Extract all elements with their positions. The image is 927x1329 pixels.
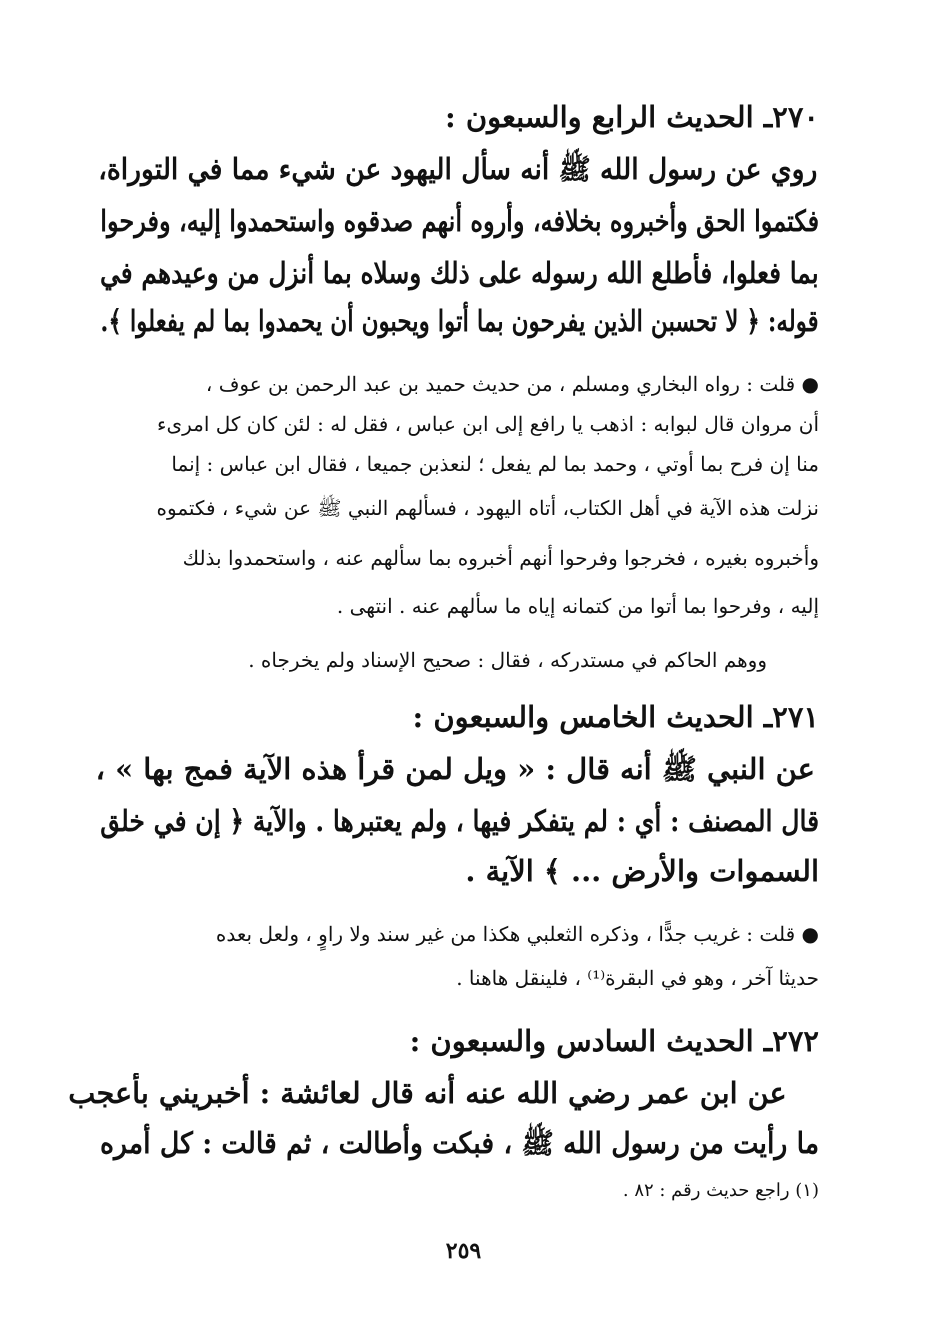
hadith-270-line-4: قوله: ﴿ لا تحسبن الذين يفرحون بما أتوا ويحبون أن يحمدوا بما لم يفعلوا ﴾. (100, 304, 819, 338)
hadith-270-comment-7: ووهم الحاكم في مستدركه ، فقال : صحيح الإسناد ولم يخرجاه . (248, 648, 767, 672)
hadith-270-line-1: روي عن رسول الله ﷺ أنه سأل اليهود عن شيء مما في التوراة، (97, 152, 817, 186)
hadith-270-comment-6: إليه ، وفرحوا بما أتوا من كتمانه إياه ما سألهم عنه . انتهى . (336, 594, 819, 618)
hadith-270-heading: ٢٧٠ـ الحديث الرابع والسبعون : (445, 100, 819, 134)
hadith-270-comment-3: منا إن فرح بما أوتي ، وحمد بما لم يفعل ؛ لنعذبن جميعا ، فقال ابن عباس : إنما (171, 452, 819, 476)
hadith-271-comment-2: حديثا آخر ، وهو في البقرة⁽¹⁾ ، فلينقل هاهنا . (456, 966, 819, 990)
hadith-271-comment-1: ● قلت : غريب جدًّا ، وذكره الثعلبي هكذا من غير سند ولا راوٍ ، ولعل بعده (215, 922, 819, 946)
hadith-270-comment-2: أن مروان قال لبوابه : اذهب يا رافع إلى ابن عباس ، فقل له : لئن كان كل امرىء (157, 412, 819, 436)
page-number: ٢٥٩ (445, 1238, 482, 1264)
hadith-271-line-2: قال المصنف : أي : لم يتفكر فيها ، ولم يعتبرها . والآية ﴿ إن في خلق (100, 804, 819, 838)
hadith-272-heading: ٢٧٢ـ الحديث السادس والسبعون : (409, 1024, 819, 1058)
hadith-270-line-3: بما فعلوا، فأطلع الله رسوله على ذلك وسلاه بما أنزل من وعيدهم في (100, 256, 819, 290)
hadith-272-line-1: عن ابن عمر رضي الله عنه أنه قال لعائشة : أخبريني بأعجب (68, 1076, 787, 1110)
hadith-272-line-2: ما رأيت من رسول الله ﷺ ، فبكت وأطالت ، ثم قالت : كل أمره (99, 1126, 819, 1160)
hadith-271-line-3: السموات والأرض ... ﴾ الآية . (465, 854, 819, 888)
hadith-271-heading: ٢٧١ـ الحديث الخامس والسبعون : (412, 700, 819, 734)
hadith-270-line-2: فكتموا الحق وأخبروه بخلافه، وأروه أنهم صدقوه واستحمدوا إليه، وفرحوا (100, 204, 819, 238)
hadith-270-comment-4: نزلت هذه الآية في أهل الكتاب، أتاه اليهود ، فسألهم النبي ﷺ عن شيء ، فكتموه (156, 496, 819, 520)
hadith-270-comment-5: وأخبروه بغيره ، فخرجوا وفرحوا أنهم أخبروه بما سألهم عنه ، واستحمدوا بذلك (182, 546, 819, 570)
hadith-271-line-1: عن النبي ﷺ أنه قال : « ويل لمن قرأ هذه الآية فمج بها » ، (95, 752, 815, 786)
hadith-270-comment-1: ● قلت : رواه البخاري ومسلم ، من حديث حميد بن عبد الرحمن بن عوف ، (205, 372, 819, 396)
footnote: (١) راجع حديث رقم : ٨٢ . (622, 1180, 819, 1201)
